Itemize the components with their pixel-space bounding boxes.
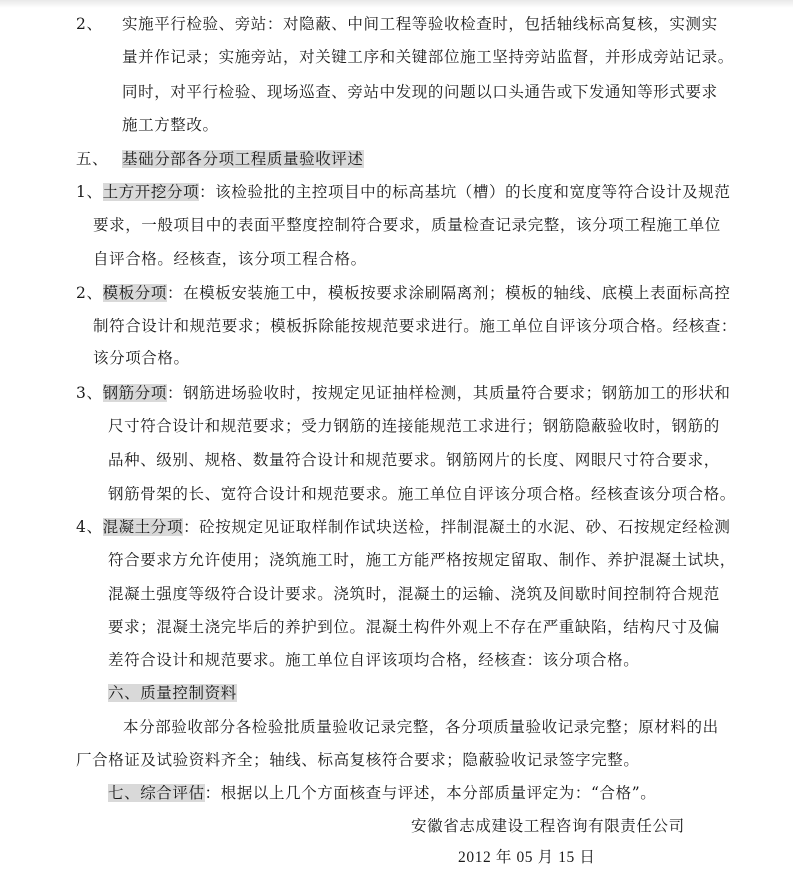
paragraph-line: 差符合设计和规范要求。施工单位自评该项均合格，经核查：该分项合格。 — [108, 651, 640, 669]
item-label: 钢筋分项 — [102, 384, 167, 402]
section-title-text: 六、质量控制资料 — [108, 684, 237, 702]
item-label: 混凝土分项 — [102, 518, 184, 536]
paragraph-line: 品种、级别、规格、数量符合设计和规范要求。钢筋网片的长度、网眼尺寸符合要求， — [108, 451, 720, 469]
paragraph-line: 要求；混凝土浇完毕后的养护到位。混凝土构件外观上不存在严重缺陷，结构尺寸及偏 — [108, 618, 720, 636]
item-first-line — [76, 383, 730, 403]
paragraph-line: 要求，一般项目中的表面平整度控制符合要求，质量检查记录完整，该分项工程施工单位 — [93, 216, 721, 234]
section-text: ：根据以上几个方面核查与评述，本分部质量评定为：“合格”。 — [204, 784, 657, 802]
paragraph-line: 符合要求方允许使用；浇筑施工时，施工方能严格按规定留取、制作、养护混凝土试块， — [108, 551, 736, 569]
paragraph-line: 钢筋骨架的长、宽符合设计和规范要求。施工单位自评该分项合格。经核查该分项合格。 — [108, 485, 736, 503]
section-title — [108, 683, 237, 703]
item-text: ：钢筋进场验收时，按规定见证抽样检测，其质量符合要求；钢筋加工的形状和 — [166, 384, 731, 402]
item-text: ：在模板安装施工中，模板按要求涂刷隔离剂；模板的轴线、底模上表面标高控 — [166, 284, 731, 302]
paragraph-line: 制符合设计和规范要求；模板拆除能按规范要求进行。施工单位自评该分项合格。经核查： — [93, 317, 738, 335]
item-label: 土方开挖分项 — [102, 183, 200, 201]
item-first-line — [76, 283, 730, 303]
paragraph-line: 厂合格证及试验资料齐全；轴线、标高复核符合要求；隐蔽验收记录签字完整。 — [76, 751, 640, 769]
page-top-shade — [0, 0, 793, 8]
section-line — [108, 783, 656, 803]
item-number: 2、 — [76, 284, 103, 302]
section-title-text: 基础分部各分项工程质量验收评述 — [122, 150, 364, 168]
paragraph-line: 该分项合格。 — [93, 349, 190, 367]
section-title — [122, 149, 364, 169]
item-text: ：砼按规定见证取样制作试块送检，拌制混凝土的水泥、砂、石按规定经检测 — [183, 518, 731, 536]
section-number: 五、 — [76, 150, 109, 168]
paragraph-line: 实施平行检验、旁站：对隐蔽、中间工程等验收检查时，包括轴线标高复核，实测实 — [122, 15, 718, 33]
item-text: ：该检验批的主控项目中的标高基坑（槽）的长度和宽度等符合设计及规范 — [199, 183, 731, 201]
item-number: 1、 — [76, 183, 103, 201]
company-name: 安徽省志成建设工程咨询有限责任公司 — [411, 817, 685, 835]
paragraph-line: 尺寸符合设计和规范要求；受力钢筋的连接能规范工求进行；钢筋隐蔽验收时，钢筋的 — [108, 417, 720, 435]
paragraph-line: 量并作记录；实施旁站，对关键工序和关键部位施工坚持旁站监督，并形成旁站记录。 — [122, 48, 734, 66]
item-first-line — [76, 182, 730, 202]
item-label: 模板分项 — [102, 284, 167, 302]
paragraph-line: 本分部验收部分各检验批质量验收记录完整，各分项质量验收记录完整；原材料的出 — [123, 718, 719, 736]
paragraph-line: 混凝土强度等级符合设计要求。浇筑时，混凝土的运输、浇筑及间歇时间控制符合规范 — [108, 585, 720, 603]
paragraph-line: 施工方整改。 — [122, 116, 219, 134]
paragraph-line: 同时，对平行检验、现场巡查、旁站中发现的问题以口头通告或下发通知等形式要求 — [122, 83, 718, 101]
signature-date: 2012 年 05 月 15 日 — [458, 849, 596, 866]
section-title-text: 七、综合评估 — [108, 784, 205, 802]
item-first-line — [76, 517, 730, 537]
item-number: 3、 — [76, 384, 103, 402]
item-number: 2、 — [76, 15, 103, 33]
item-number: 4、 — [76, 518, 103, 536]
paragraph-line: 自评合格。经核查，该分项工程合格。 — [93, 250, 367, 268]
